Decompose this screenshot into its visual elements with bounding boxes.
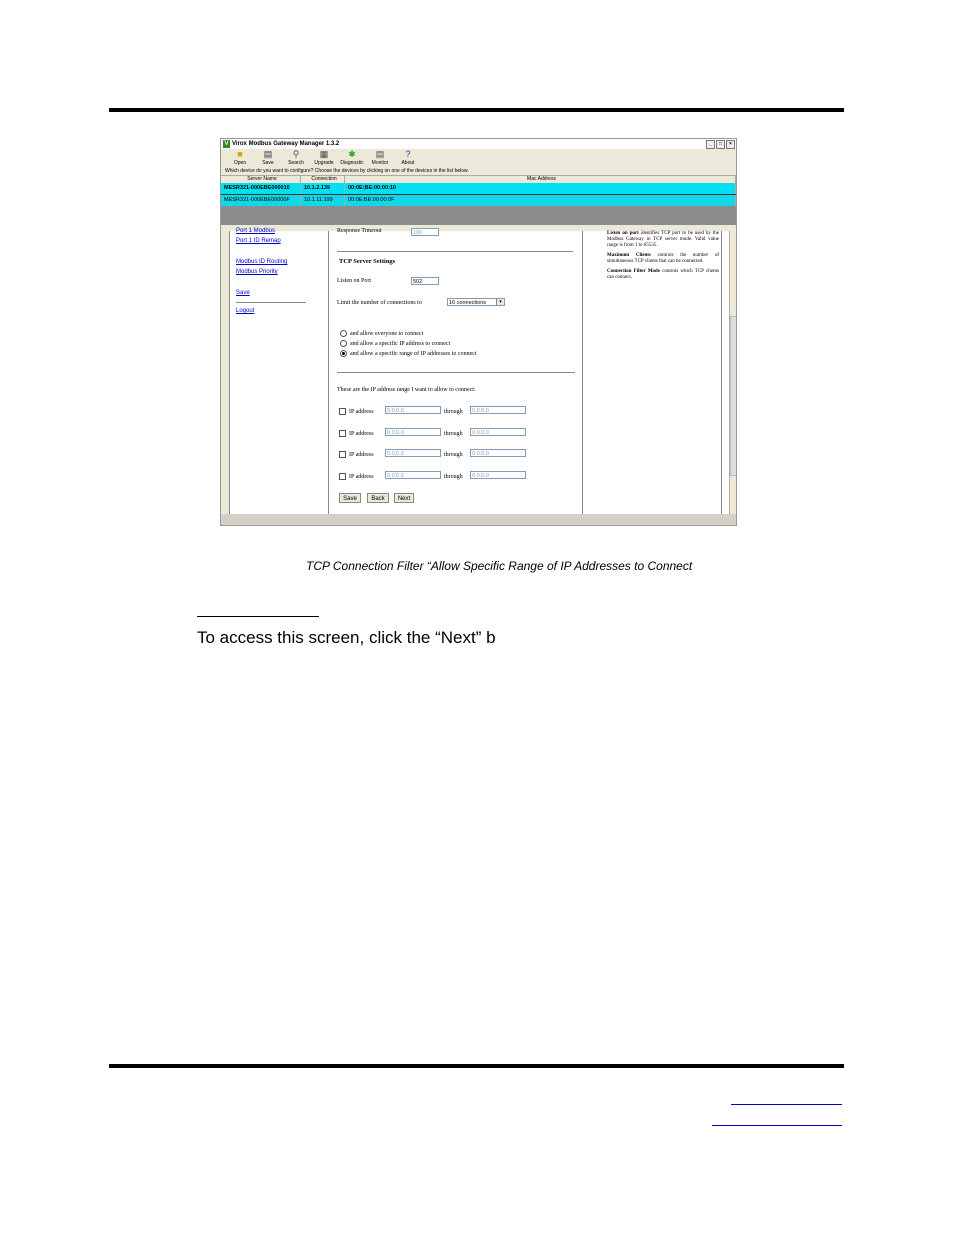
header-rule [109, 108, 844, 112]
ip-end-input[interactable]: 0.0.0.0 [470, 471, 526, 479]
ip-end-input[interactable]: 0.0.0.0 [470, 449, 526, 457]
maximize-icon[interactable]: □ [716, 140, 725, 149]
device-name: MESR321-000EBE000010 [221, 183, 301, 194]
ip-start-input[interactable]: 0.0.0.0 [385, 428, 441, 436]
radio-button-selected[interactable] [340, 350, 347, 357]
radio-allow-ip-range[interactable]: and allow a specific range of IP addresses to connect [340, 350, 477, 357]
ip-start-input[interactable]: 0.0.0.0 [385, 406, 441, 414]
range-intro-text: These are the IP address range I want to allow to connect: [337, 387, 476, 393]
response-timeout-label: Response Timeout [337, 228, 382, 234]
limit-connections-select[interactable]: 16 connections ▾ [447, 298, 505, 306]
scrollbar[interactable] [729, 231, 737, 514]
toolbar-open-button[interactable]: ■ Open [227, 149, 253, 168]
nav-link-save[interactable]: Save [236, 290, 250, 296]
ip-range-row: IP address [339, 473, 374, 480]
help-paragraph: Maximum Clients controls the number of simultaneous TCP clients that can be connected. [607, 253, 719, 264]
ip-range-row: IP address [339, 451, 374, 458]
toolbar-about-button[interactable]: ? About [395, 149, 421, 168]
body-text: To access this screen, click the “Next” b [197, 628, 496, 647]
checkbox[interactable] [339, 473, 346, 480]
nav-link-modbus-id-routing[interactable]: Modbus ID Routing [236, 259, 288, 265]
nav-menu [236, 228, 331, 514]
table-row[interactable] [221, 183, 736, 194]
next-button[interactable]: Next [394, 493, 414, 503]
frame-divider [721, 231, 722, 514]
ip-range-row: IP address [339, 408, 374, 415]
device-prompt: Which device do you want to configure? Choose the devices by clicking on one of the devices in the list below. [225, 168, 469, 174]
help-icon: ? [405, 149, 411, 159]
radio-button[interactable] [340, 330, 347, 337]
folder-icon: ■ [237, 149, 243, 159]
toolbar [221, 149, 736, 168]
ip-start-input[interactable]: 0.0.0.0 [385, 471, 441, 479]
back-button[interactable]: Back [367, 493, 389, 503]
help-paragraph: Connection Filter Mode controls which TCP clients can connect. [607, 269, 719, 280]
save-button[interactable]: Save [339, 493, 361, 503]
device-mac: 00:0E:BE:00:00:0F [345, 195, 736, 206]
ip-end-input[interactable]: 0.0.0.0 [470, 428, 526, 436]
column-header-connection[interactable]: Connection [301, 176, 345, 183]
column-header-server-name[interactable]: Server Name [221, 176, 301, 183]
toolbar-upgrade-button[interactable]: ▦ Upgrade [311, 149, 337, 168]
help-paragraph: Listen on port identifies TCP port to be used by the Modbus Gateway in TCP server mode. Valid value range is from 1 to 65535. [607, 231, 720, 248]
toolbar-diagnostic-button[interactable]: ✱ Diagnostic [340, 149, 364, 166]
app-logo-icon: V [224, 141, 229, 147]
device-connection: 10.1.2.139 [301, 183, 345, 194]
nav-link-port1-modbus[interactable]: Port 1 Modbus [236, 228, 276, 234]
device-table-header [221, 175, 736, 183]
through-label: through [444, 452, 463, 458]
radio-button[interactable] [340, 340, 347, 347]
upgrade-icon: ▦ [319, 149, 329, 159]
title-bar [221, 139, 736, 149]
device-list-empty-area [221, 206, 736, 225]
table-row[interactable] [221, 194, 736, 206]
through-label: through [444, 431, 463, 437]
listen-port-label: Listen on Port [337, 278, 371, 284]
response-timeout-input[interactable]: 100 [411, 228, 439, 236]
listen-port-input[interactable]: 502 [411, 277, 439, 285]
footer-link-underline[interactable] [731, 1104, 842, 1105]
window-title: Virox Modbus Gateway Manager 1.3.2 [232, 141, 340, 147]
toolbar-monitor-button[interactable]: ▤ Monitor [367, 149, 393, 168]
ip-range-row: IP address [339, 430, 374, 437]
section-divider [337, 372, 575, 373]
nav-link-modbus-priority[interactable]: Modbus Priority [236, 269, 278, 275]
close-icon[interactable]: × [726, 140, 735, 149]
search-icon: ⚲ [292, 149, 300, 159]
checkbox[interactable] [339, 451, 346, 458]
monitor-icon: ▤ [375, 149, 385, 159]
nav-link-logout[interactable]: Logout [236, 308, 255, 314]
left-frame-edge [221, 231, 230, 514]
diagnostic-icon: ✱ [348, 149, 356, 159]
radio-allow-everyone[interactable]: and allow everyone to connect [340, 330, 423, 337]
toolbar-search-button[interactable]: ⚲ Search [283, 149, 309, 168]
radio-allow-specific-ip[interactable]: and allow a specific IP address to connect [340, 340, 450, 347]
footer-link-underline[interactable] [712, 1125, 842, 1126]
limit-connections-label: Limit the number of connections to [337, 300, 422, 306]
chevron-down-icon: ▾ [496, 299, 504, 305]
ip-start-input[interactable]: 0.0.0.0 [385, 449, 441, 457]
footer-rule [109, 1064, 844, 1068]
nav-link-port1-id-remap[interactable]: Port 1 ID Remap [236, 238, 281, 244]
ip-end-input[interactable]: 0.0.0.0 [470, 406, 526, 414]
config-panel [221, 228, 736, 514]
checkbox[interactable] [339, 430, 346, 437]
minimize-icon[interactable]: _ [706, 140, 715, 149]
app-window-screenshot [220, 138, 737, 526]
scrollbar-thumb[interactable] [730, 316, 737, 476]
help-text [607, 231, 719, 285]
status-bar [221, 514, 736, 525]
through-label: through [444, 409, 463, 415]
figure-caption: TCP Connection Filter “Allow Specific Range of IP Addresses to Connect [306, 559, 693, 573]
toolbar-save-button[interactable]: ▤ Save [255, 149, 281, 168]
through-label: through [444, 474, 463, 480]
nav-divider [236, 302, 306, 303]
section-rule [197, 616, 319, 617]
tcp-server-form [337, 228, 577, 514]
save-icon: ▤ [263, 149, 273, 159]
device-name: MESR321-000EBE00000F [221, 195, 301, 206]
frame-divider [328, 231, 329, 514]
device-connection: 10.1.11.199 [301, 195, 345, 206]
checkbox[interactable] [339, 408, 346, 415]
section-divider [337, 251, 573, 252]
section-title: TCP Server Settings [339, 258, 396, 265]
column-header-mac-address[interactable]: Mac Address [345, 176, 736, 183]
frame-divider [582, 231, 583, 514]
device-mac: 00:0E:BE:00:00:10 [345, 183, 736, 194]
